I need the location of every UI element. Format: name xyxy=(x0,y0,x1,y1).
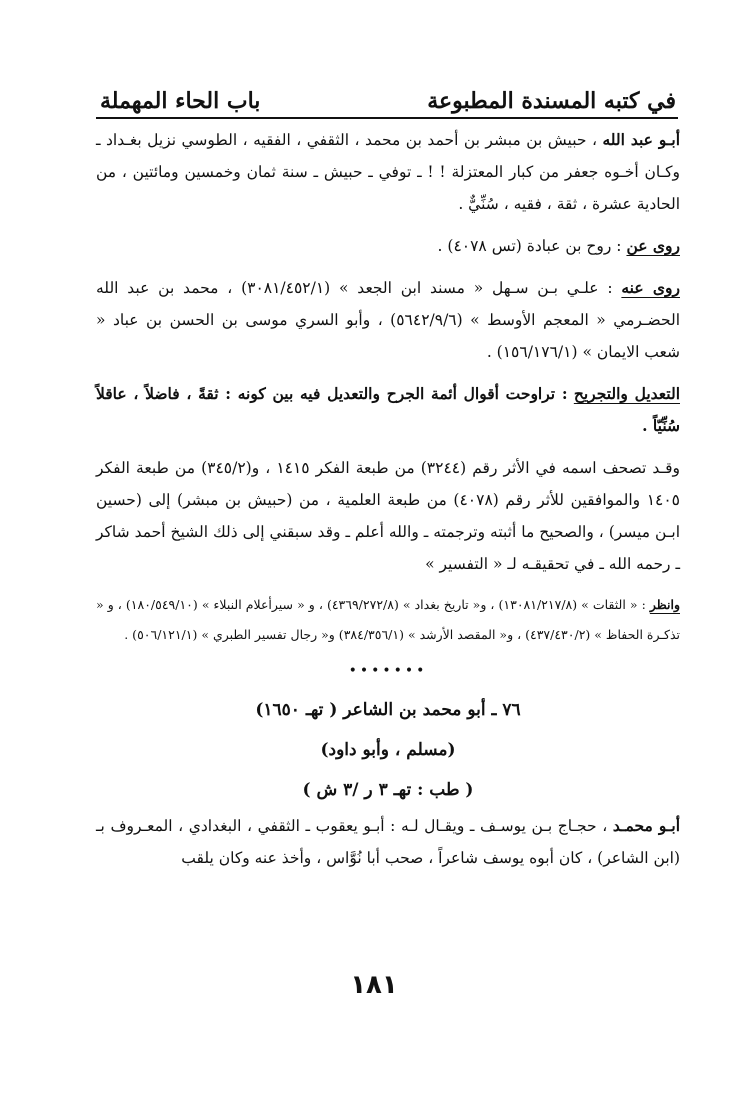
narrated-by-label: روى عنه xyxy=(621,278,680,297)
running-header xyxy=(100,74,676,114)
entry-76-biography xyxy=(96,810,680,874)
entry-75-biography xyxy=(96,124,680,220)
entry-75-correction-note: وقـد تصحف اسمه في الأثر رقم (٣٢٤٤) من طبعة الفكر ١٤١٥ ، و(٣٤٥/٢) من طبعة الفكر ١٤٠٥ والموافقين للأثر رقم (٤٠٧٨) من طبعة العلمية ، من (حبيش بن مبشر) إلى (حسين ابـن ميسر) ، والصحيح ما أثبته وترجمته ـ والله أعلم ـ وقد سبقني إلى ذلك الشيخ أحمد شاكر ـ رحمه الله ـ في تحقيقـه لـ « التفسير » xyxy=(96,459,681,573)
entry-76-sources: (مسلم ، وأبو داود) xyxy=(320,740,456,760)
narrated-from-label: روى عن xyxy=(626,236,680,255)
references-text: : « الثقات » (١٣٠٨١/٢١٧/٨) ، و« تاريخ بغداد » (٤٣٦٩/٢٧٢/٨) ، و « سيرأعلام النبلاء » (١٨٠/٥٤٩/١٠) ، و « تذكـرة الحفاظ » (٤٣٧/٤٣٠/٢) ، و« المقصد الأرشد » (٣٨٤/٣٥٦/١) و« رجال تفسير الطبري » (٥٠٦/١٢١/١) . xyxy=(96,597,680,642)
entry-75-bio-text: ، حبيش بن مبشر بن أحمد بن محمد ، الثقفي ، الفقيه ، الطوسي نزيل بغـداد ـ وكـان أخـوه جعفر من كبار المعتزلة ! ! ـ توفي ـ حبيش ـ سنة ثمان وخمسين ومائتين ، من الحادية عشرة ، ثقة ، فقيه ، سُنِّيٌّ . xyxy=(96,131,680,213)
entry-76-kunya: أبـو محمـد xyxy=(612,816,681,835)
narrated-from-text: : روح بن عبادة (تس ٤٠٧٨) . xyxy=(437,237,622,255)
entry-75-narrated-from xyxy=(96,230,680,262)
entry-75-references xyxy=(96,590,680,650)
entry-76-bio-text: ، حجـاج بـن يوسـف ـ ويقـال لـه : أبـو يعقوب ـ الثقفي ، البغدادي ، المعـروف بـ (ابن الشاعر) ، كان أبوه يوسف شاعراً ، صحب أبا نُوَّاس ، وأخذ عنه وكان يلقب xyxy=(96,817,680,867)
entry-76-title: ٧٦ ـ أبو محمد بن الشاعر ( تهـ ١٦٥٠) xyxy=(255,700,521,720)
narrated-by-text: : علـي بـن سـهل « مسند ابن الجعد » (٣٠٨١/٤٥٢/١) ، محمد بن عبد الله الحضـرمي « المعجم الأوسط » (٥٦٤٢/٩/٦) ، وأبو السري موسى بن الحسن بن عباد « شعب الايمان » (١٥٦/١٧٦/١) . xyxy=(96,279,681,361)
entry-75-grading xyxy=(96,378,680,442)
grading-text: : تراوحت أقوال أئمة الجرح والتعديل فيه بين كونه : ثقةً ، فاضلاً ، عاقلاً سُنِّيّاً . xyxy=(96,384,680,435)
page-number: ١٨١ xyxy=(350,970,398,1000)
entry-75-kunya: أبـو عبد الله xyxy=(602,130,680,149)
entry-76-codes: ( طب : تهـ ٣ ر /٣ ش ) xyxy=(302,780,474,800)
header-divider xyxy=(96,117,678,119)
grading-label: التعديل والتجريح xyxy=(573,384,680,403)
references-label: وانظر xyxy=(649,597,680,612)
entry-75-narrated-by xyxy=(96,272,680,368)
page-body xyxy=(96,124,680,884)
section-separator: ••••••• xyxy=(348,663,428,679)
header-book-title: في كتبه المسندة المطبوعة xyxy=(427,88,676,114)
header-chapter-title: باب الحاء المهملة xyxy=(100,88,261,114)
